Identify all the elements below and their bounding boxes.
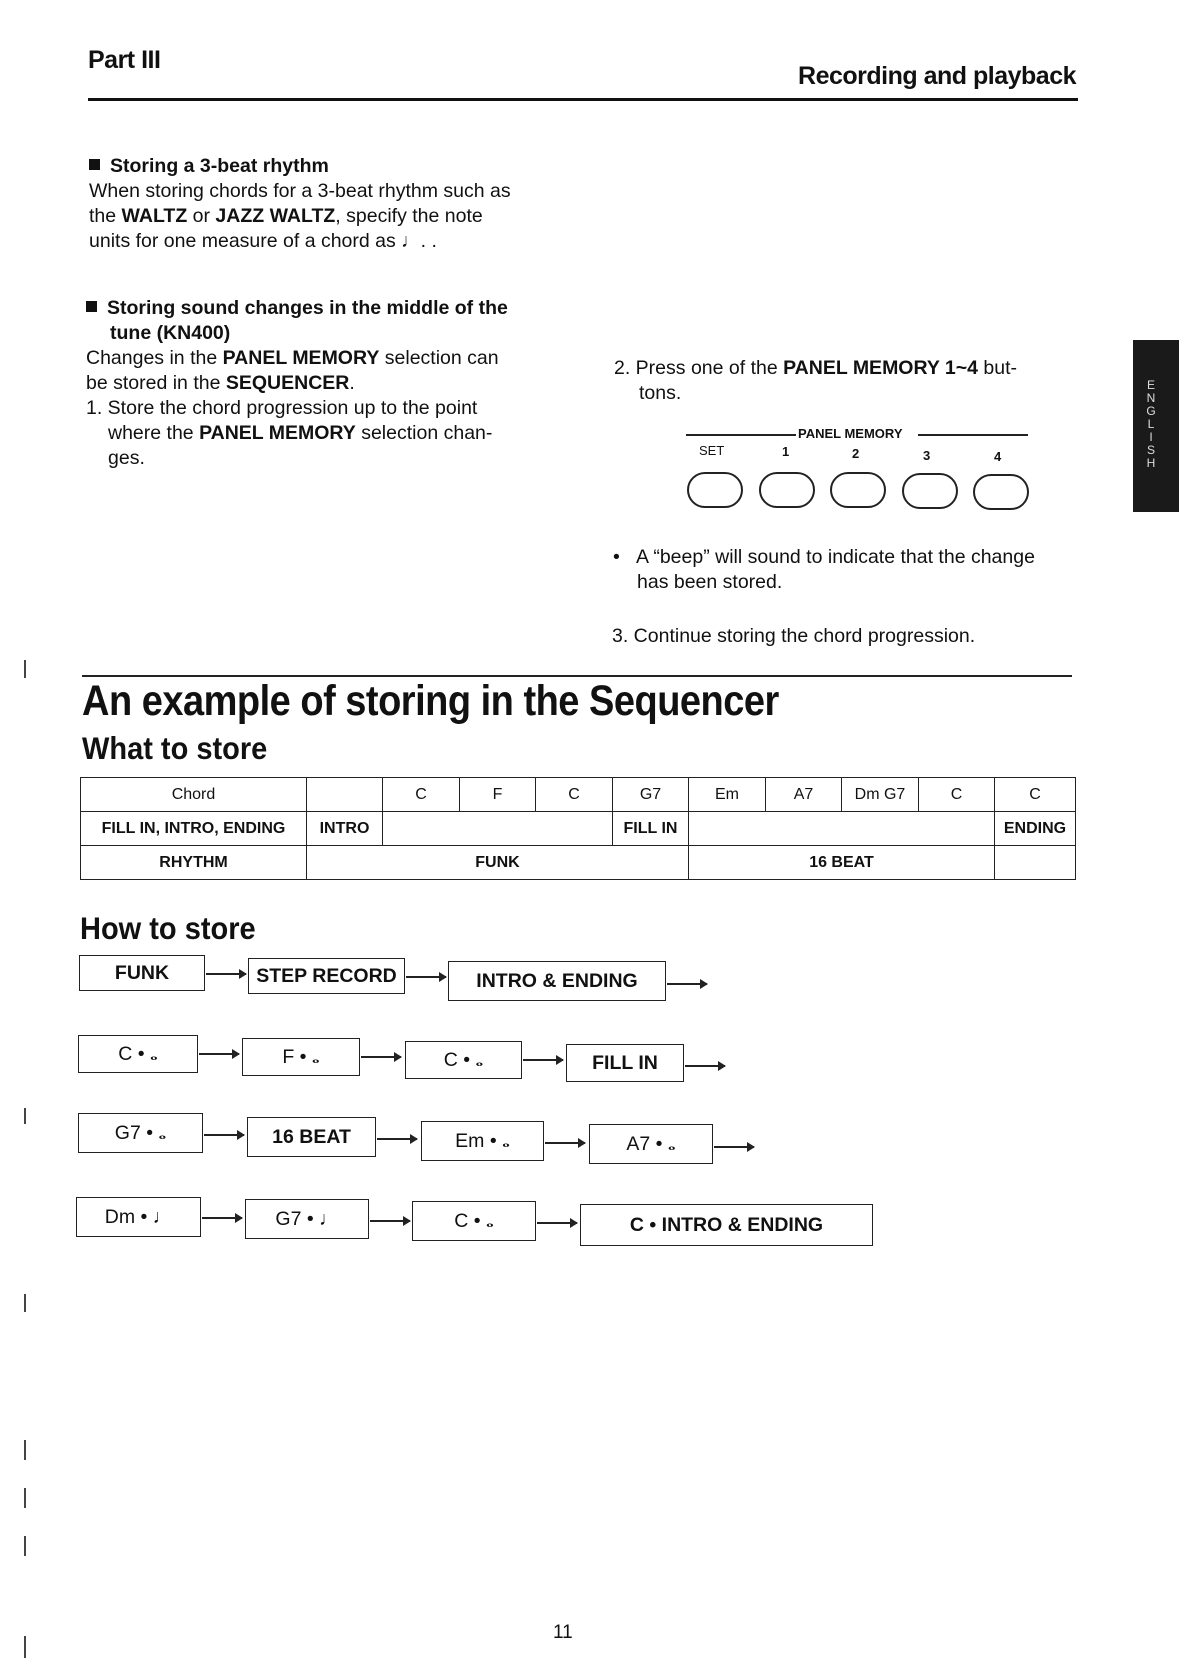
text-bold: JAZZ WALTZ <box>215 205 336 227</box>
step-box: STEP RECORD <box>248 958 405 994</box>
margin-mark <box>24 1488 26 1508</box>
text-frag: the <box>89 205 122 227</box>
text-line: has been stored. <box>637 571 783 593</box>
section-rule <box>82 675 1072 677</box>
fill-in-cell: FILL IN <box>613 812 689 846</box>
bullet-square-icon <box>89 159 100 170</box>
section-sound-title-2: tune (KN400) <box>110 322 231 344</box>
chord-cell: A7 <box>766 778 842 812</box>
text-frag: Changes in the <box>86 347 223 369</box>
step-box: F • 𝅝 <box>242 1038 360 1076</box>
chord-cell: C <box>383 778 460 812</box>
text-frag: , specify the note <box>335 205 483 227</box>
arrow-right-icon <box>406 976 446 978</box>
empty-cell <box>383 812 613 846</box>
arrow-right-icon <box>206 973 246 975</box>
arrow-right-icon <box>667 983 707 985</box>
arrow-right-icon <box>377 1138 417 1140</box>
text-frag: . <box>349 372 355 394</box>
how-to-store-title: How to store <box>80 912 256 947</box>
table-row <box>81 812 1076 846</box>
panel-memory-diagram <box>684 428 1030 516</box>
page-number: 11 <box>553 1622 573 1643</box>
text-line: ges. <box>108 447 145 469</box>
panel-num-1: 1 <box>782 444 790 459</box>
arrow-right-icon <box>537 1222 577 1224</box>
panel-set-button[interactable] <box>687 472 743 508</box>
bullet-dot-icon: • <box>613 546 620 568</box>
arrow-right-icon <box>361 1056 401 1058</box>
arrow-right-icon <box>204 1134 244 1136</box>
panel-set-label: SET <box>699 443 725 458</box>
section-sound-changes <box>86 296 546 471</box>
margin-mark <box>24 1440 26 1460</box>
arrow-right-icon <box>202 1217 242 1219</box>
chord-cell: F <box>460 778 536 812</box>
panel-memory-3-button[interactable] <box>902 473 958 509</box>
text-frag: or <box>187 205 216 227</box>
row-label-chord: Chord <box>81 778 307 812</box>
part-label: Part III <box>88 46 161 74</box>
chord-cell: C <box>536 778 613 812</box>
text-line: tons. <box>639 382 682 404</box>
text-frag: 2. Press one of the <box>614 357 784 379</box>
chord-cell: C <box>919 778 995 812</box>
language-tab <box>1133 340 1179 512</box>
table-row <box>81 846 1076 880</box>
section-3beat <box>89 154 549 254</box>
beat16-cell: 16 BEAT <box>689 846 995 880</box>
text-frag: where the <box>108 422 200 444</box>
chord-cell: Em <box>689 778 766 812</box>
step-box: INTRO & ENDING <box>448 961 666 1001</box>
text-frag: but- <box>978 357 1018 379</box>
panel-num-4: 4 <box>994 449 1002 464</box>
section-sound-title: Storing sound changes in the middle of the <box>107 297 508 319</box>
chord-cell: G7 <box>613 778 689 812</box>
step-box: G7 • ♩ <box>245 1199 369 1239</box>
chord-cell <box>307 778 383 812</box>
step3: 3. Continue storing the chord progression. <box>612 625 976 647</box>
panel-memory-4-button[interactable] <box>973 474 1029 510</box>
chord-cell: Dm G7 <box>842 778 919 812</box>
text-bold: PANEL MEMORY <box>199 422 356 444</box>
panel-line-left <box>686 434 796 436</box>
text-frag: selection can <box>379 347 499 369</box>
text-line: A “beep” will sound to indicate that the change <box>636 546 1035 568</box>
arrow-right-icon <box>199 1053 239 1055</box>
beep-note <box>613 545 1083 595</box>
step-box: Em • 𝅝 <box>421 1121 544 1161</box>
language-tab-label: ENGLISH <box>1144 378 1158 469</box>
step-box: C • 𝅝 <box>78 1035 198 1073</box>
ending-cell: ENDING <box>995 812 1076 846</box>
panel-memory-1-button[interactable] <box>759 472 815 508</box>
text-bold: WALTZ <box>121 205 188 227</box>
text-bold: PANEL MEMORY 1~4 <box>783 357 978 379</box>
empty-cell <box>995 846 1076 880</box>
text-frag: selection chan- <box>355 422 493 444</box>
arrow-right-icon <box>685 1065 725 1067</box>
step-box: C • 𝅝 <box>405 1041 522 1079</box>
chord-cell: C <box>995 778 1076 812</box>
row-label-rhythm: RHYTHM <box>81 846 307 880</box>
arrow-right-icon <box>545 1142 585 1144</box>
text-bold: PANEL MEMORY <box>222 347 380 369</box>
chapter-title: Recording and playback <box>798 62 1076 90</box>
text-line: units for one measure of a chord as ♩. . <box>89 230 437 252</box>
step-box: G7 • 𝅝 <box>78 1113 203 1153</box>
table-row <box>81 778 1076 812</box>
panel-line-right <box>918 434 1028 436</box>
section-3beat-title: Storing a 3-beat rhythm <box>110 155 329 177</box>
panel-memory-2-button[interactable] <box>830 472 886 508</box>
margin-mark <box>24 1636 26 1658</box>
panel-num-3: 3 <box>923 448 931 463</box>
text-bold: SEQUENCER <box>225 372 350 394</box>
margin-mark <box>24 660 26 678</box>
step-box: A7 • 𝅝 <box>589 1124 713 1164</box>
header-rule <box>88 98 1078 101</box>
step-box: FILL IN <box>566 1044 684 1082</box>
panel-num-2: 2 <box>852 446 860 461</box>
intro-cell: INTRO <box>307 812 383 846</box>
what-to-store-title: What to store <box>82 732 268 767</box>
step-box: C • 𝅝 <box>412 1201 536 1241</box>
funk-cell: FUNK <box>307 846 689 880</box>
what-to-store-table <box>80 777 1076 880</box>
bullet-square-icon <box>86 301 97 312</box>
arrow-right-icon <box>714 1146 754 1148</box>
row-label-fill: FILL IN, INTRO, ENDING <box>81 812 307 846</box>
step-box: FUNK <box>79 955 205 991</box>
empty-cell <box>689 812 995 846</box>
arrow-right-icon <box>370 1220 410 1222</box>
text-line: When storing chords for a 3-beat rhythm such as <box>89 180 511 202</box>
arrow-right-icon <box>523 1059 563 1061</box>
step2 <box>614 356 1074 406</box>
step1-text: 1. Store the chord progression up to the point <box>86 397 478 419</box>
step-box: 16 BEAT <box>247 1117 376 1157</box>
margin-mark <box>24 1536 26 1556</box>
margin-mark <box>24 1108 26 1124</box>
step-box: Dm • ♩ <box>76 1197 201 1237</box>
step-box: C • INTRO & ENDING <box>580 1204 873 1246</box>
panel-memory-label: PANEL MEMORY <box>798 426 903 441</box>
text-frag: be stored in the <box>86 372 226 394</box>
section-title: An example of storing in the Sequencer <box>82 678 779 726</box>
margin-mark <box>24 1294 26 1312</box>
